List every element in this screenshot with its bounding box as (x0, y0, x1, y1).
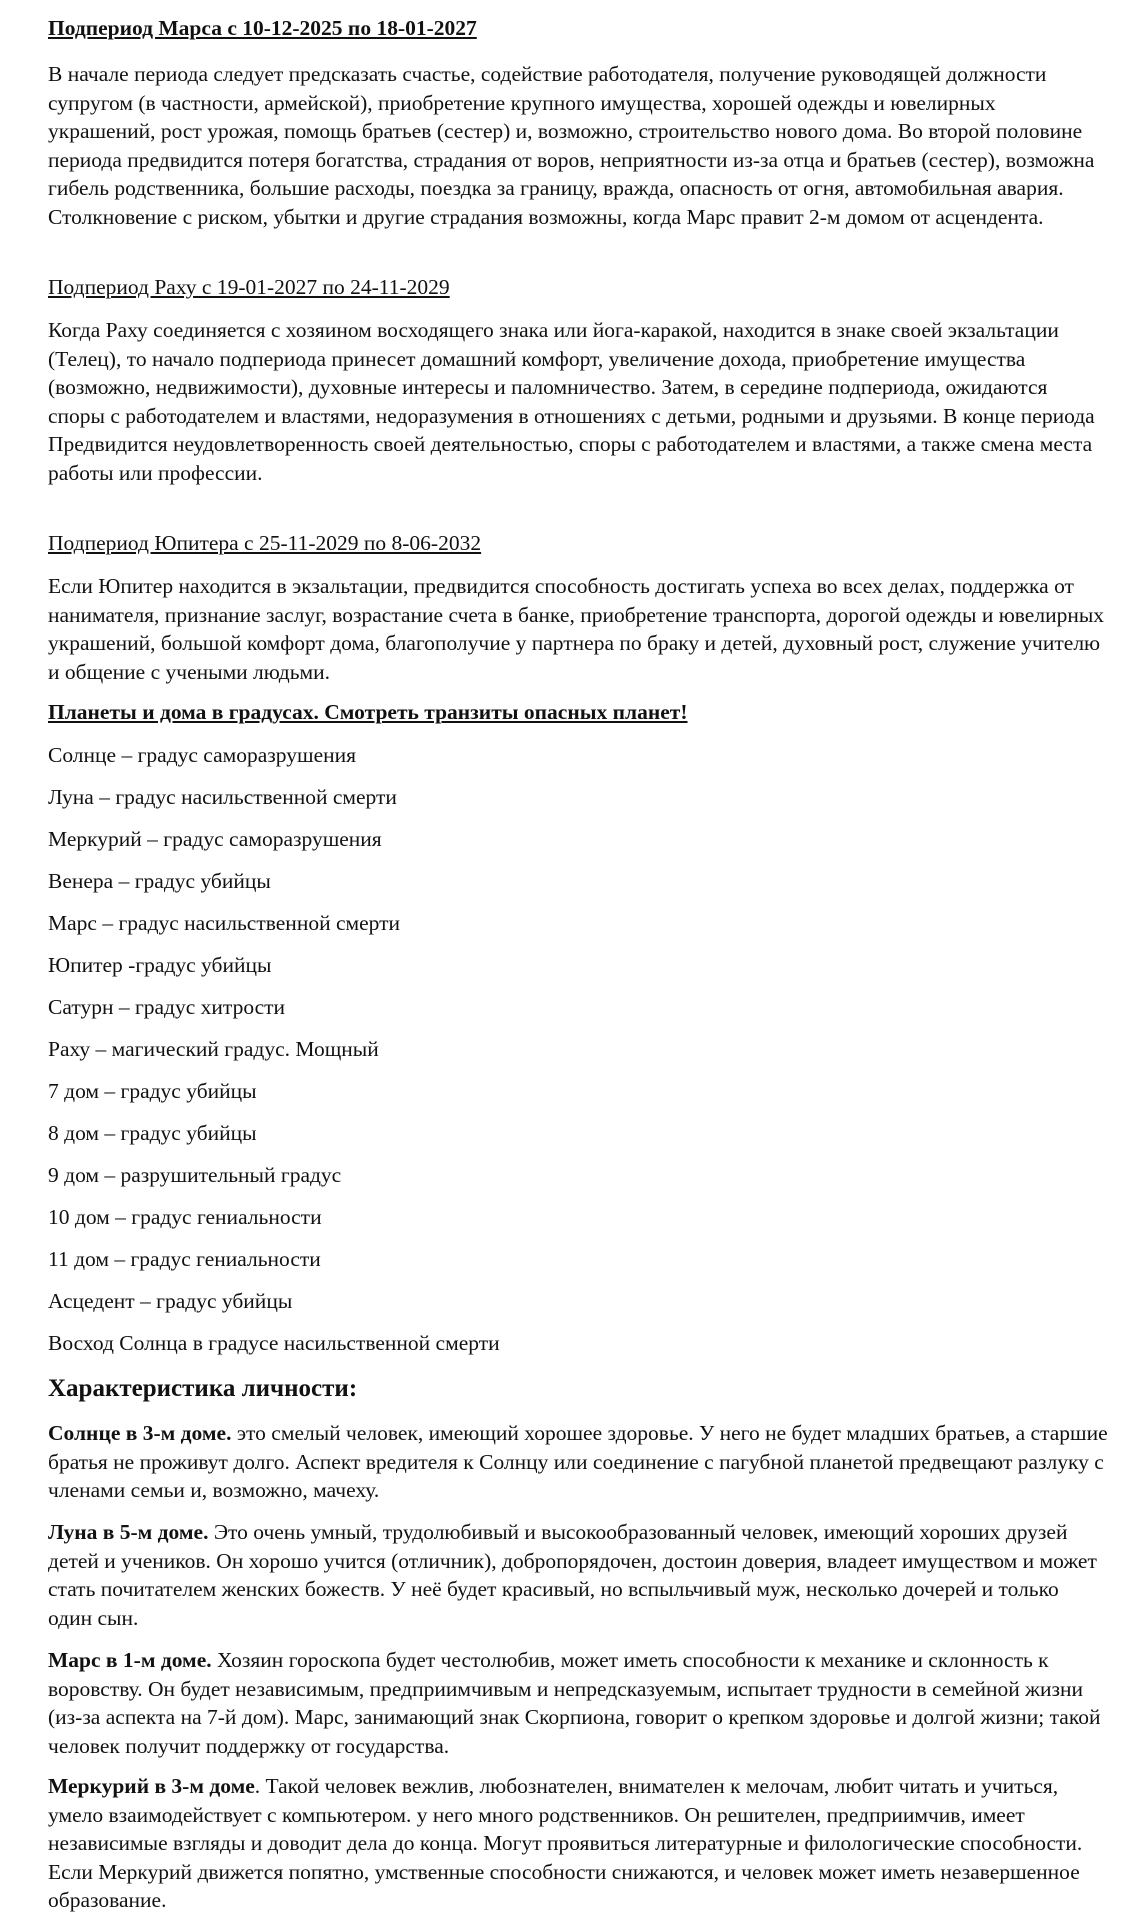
personality-moon (48, 1518, 1108, 1632)
degree-item: 11 дом – градус гениальности (48, 1247, 321, 1271)
jupiter-subperiod-heading: Подпериод Юпитера с 25-11-2029 по 8-06-2032 (48, 531, 482, 555)
degree-item: 10 дом – градус гениальности (48, 1205, 322, 1229)
mars-subperiod-heading: Подпериод Марса с 10-12-2025 по 18-01-2027 (48, 16, 477, 40)
degree-item: Солнце – градус саморазрушения (48, 743, 357, 767)
degree-item: Восход Солнца в градусе насильственной смерти (48, 1331, 500, 1355)
personality-sun (48, 1419, 1108, 1505)
degree-item: Сатурн – градус хитрости (48, 995, 286, 1019)
personality-heading: Характеристика личности: (48, 1375, 358, 1402)
mercury-lead: Меркурий в 3-м доме (48, 1774, 255, 1798)
degree-item: Марс – градус насильственной смерти (48, 911, 401, 935)
rahu-subperiod-heading: Подпериод Раху с 19-01-2027 по 24-11-2029 (48, 275, 450, 299)
degree-item: Раху – магический градус. Мощный (48, 1037, 379, 1061)
personality-mars (48, 1646, 1108, 1760)
moon-lead: Луна в 5-м доме. (48, 1520, 209, 1544)
degree-item: Меркурий – градус саморазрушения (48, 827, 382, 851)
degree-item: 7 дом – градус убийцы (48, 1079, 257, 1103)
personality-mercury (48, 1772, 1108, 1915)
degree-item: Асцедент – градус убийцы (48, 1289, 293, 1313)
mars-lead: Марс в 1-м доме. (48, 1648, 212, 1672)
mars-subperiod-text: В начале периода следует предсказать счастье, содействие работодателя, получение руководящей должности супругом (в частности, армейской), приобретение крупного имущества, хорошей одежды и ювелирных украшений, рост урожая, помощь братьев (сестер) и, возможно, строительство нового дома. Во второй половине периода предвидится потеря богатства, страдания от воров, неприятности из-за отца и братьев (сестер), возможна гибель родственника, большие расходы, поездка за границу, вражда, опасность от огня, автомобильная авария. Столкновение с риском, убытки и другие страдания возможны, когда Марс правит 2-м домом от асцендента. (48, 62, 1095, 229)
degree-item: Венера – градус убийцы (48, 869, 271, 893)
mercury-text: . Такой человек вежлив, любознателен, внимателен к мелочам, любит читать и учиться, умело взаимодействует с компьютером. у него много родственников. Он решителен, предприимчив, имеет независимые взгляды и доводит дела до конца. Могут проявиться литературные и филологические способности. Если Меркурий движется попятно, умственные способности снижаются, и человек может иметь незавершенное образование. (48, 1774, 1083, 1913)
sun-lead: Солнце в 3-м доме. (48, 1421, 232, 1445)
moon-text: Это очень умный, трудолюбивый и высокообразованный человек, имеющий хороших друзей детей и учеников. Он хорошо учится (отличник), добропорядочен, достоин доверия, владеет имуществом и может стать почитателем женских божеств. У неё будет красивый, но вспыльчивый муж, несколько дочерей и только один сын. (48, 1520, 1097, 1630)
jupiter-subperiod-text: Если Юпитер находится в экзальтации, предвидится способность достигать успеха во всех делах, поддержка от нанимателя, признание заслуг, возрастание счета в банке, приобретение транспорта, дорогой одежды и ювелирных украшений, большой комфорт дома, благополучие у партнера по браку и детей, духовный рост, служение учителю и общение с учеными людьми. (48, 574, 1105, 684)
sun-text: это смелый человек, имеющий хорошее здоровье. У него не будет младших братьев, а старшие братья не проживут долго. Аспект вредителя к Солнцу или соединение с пагубной планетой предвещают разлуку с членами семьи и, возможно, мачеху. (48, 1421, 1108, 1503)
degree-item: 8 дом – градус убийцы (48, 1121, 257, 1145)
degree-item: Юпитер -градус убийцы (48, 953, 272, 977)
degree-item: 9 дом – разрушительный градус (48, 1163, 342, 1187)
rahu-subperiod-text: Когда Раху соединяется с хозяином восходящего знака или йога-каракой, находится в знаке своей экзальтации (Телец), то начало подпериода принесет домашний комфорт, увеличение дохода, приобретение имущества (возможно, недвижимости), духовные интересы и паломничество. Затем, в середине подпериода, ожидаются споры с работодателем и властями, недоразумения в отношениях с детьми, родными и друзьями. В конце периода Предвидится неудовлетворенность своей деятельностью, споры с работодателем и властями, а также смена места работы или профессии. (48, 318, 1095, 485)
degree-item: Луна – градус насильственной смерти (48, 785, 397, 809)
degrees-heading: Планеты и дома в градусах. Смотреть транзиты опасных планет! (48, 700, 688, 724)
mars-text: Хозяин гороскопа будет честолюбив, может иметь способности к механике и склонность к воровству. Он будет независимым, предприимчивым и непредсказуемым, испытает трудности в семейной жизни (из-за аспекта на 7-й дом). Марс, занимающий знак Скорпиона, говорит о крепком здоровье и долгой жизни; такой человек получит поддержку от государства. (48, 1648, 1101, 1758)
